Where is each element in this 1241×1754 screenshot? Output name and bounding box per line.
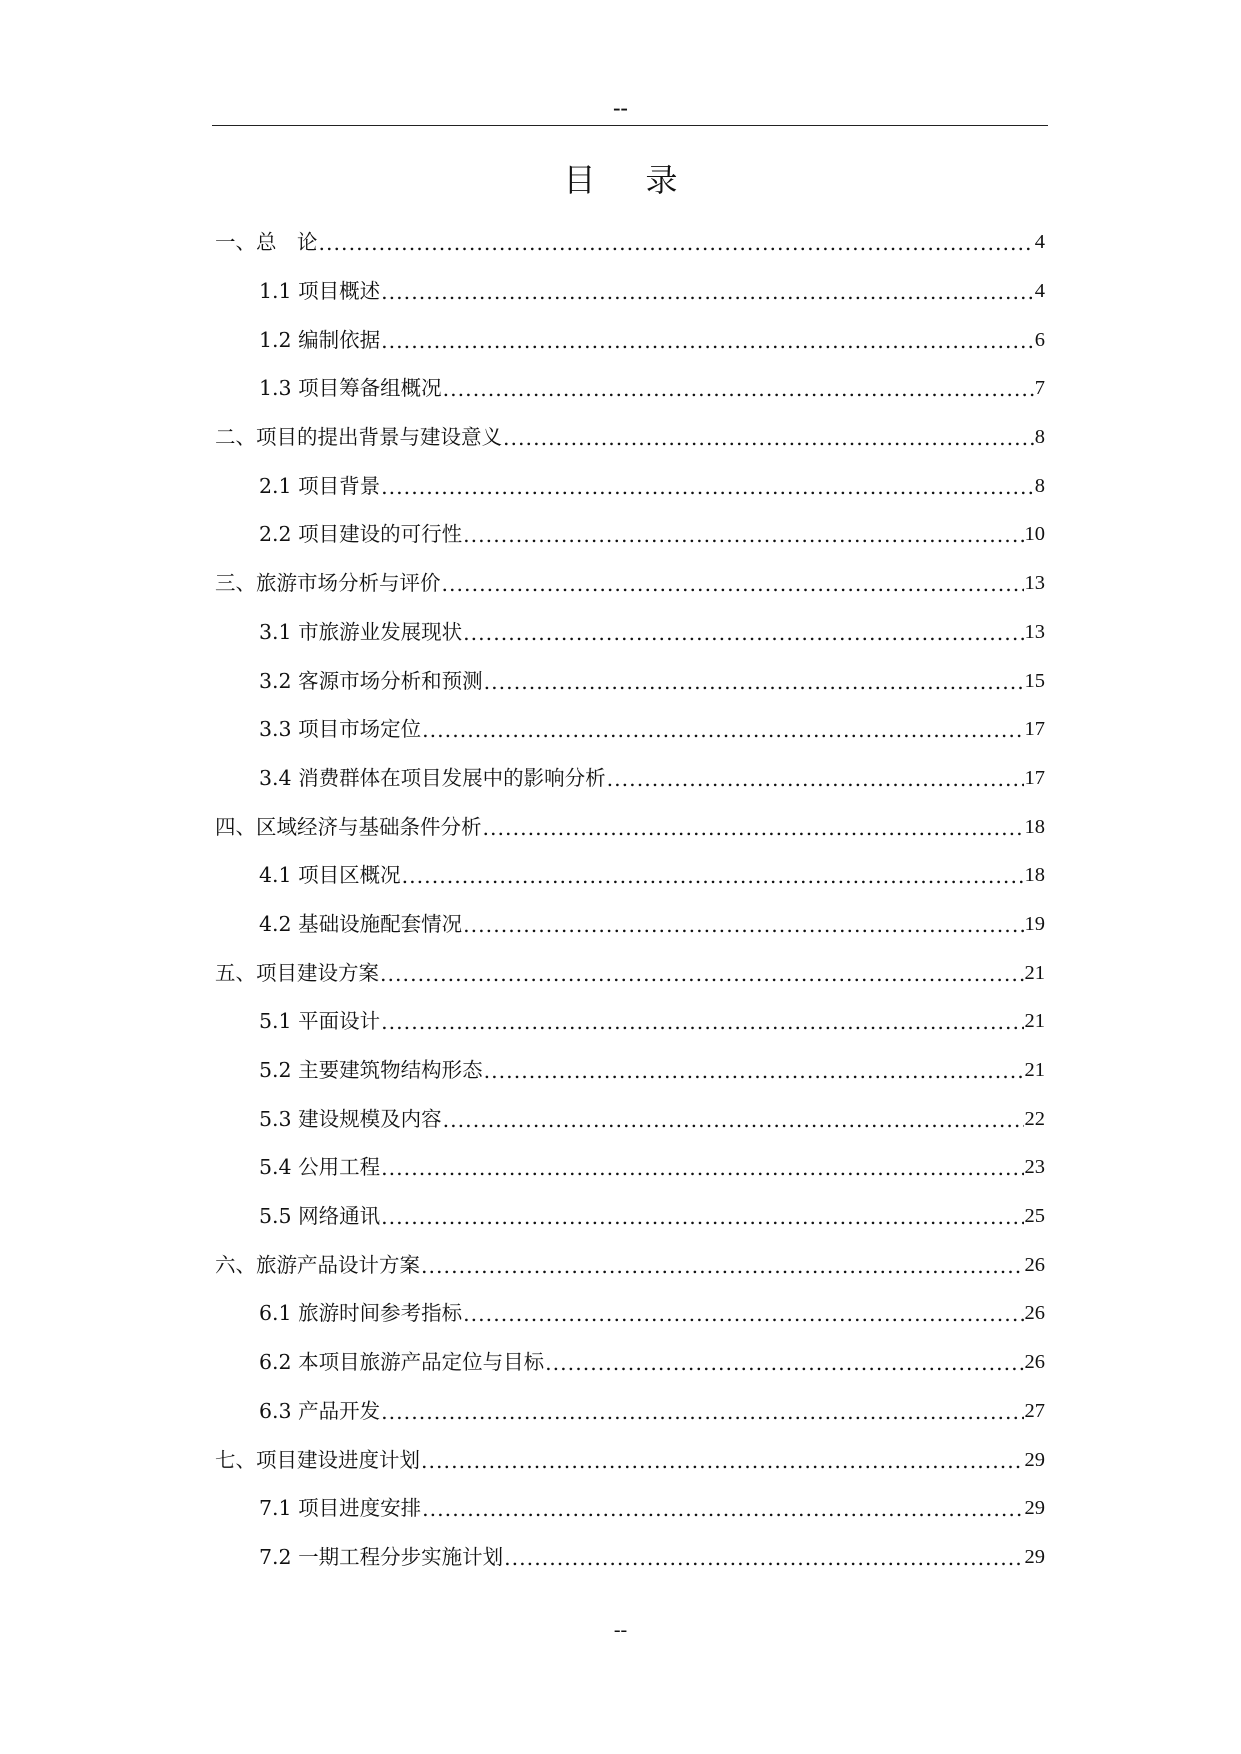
toc-entry-label: 七、项目建设进度计划 (215, 1447, 420, 1472)
toc-dot-leader (421, 1448, 1024, 1474)
toc-entry-page-number: 29 (1024, 1448, 1045, 1471)
toc-entry-label: 4.2 基础设施配套情况 (259, 911, 463, 936)
toc-entry-page-number: 26 (1024, 1253, 1045, 1276)
toc-entry-page-number: 21 (1024, 1059, 1045, 1082)
toc-entry-label: 5.3 建设规模及内容 (259, 1106, 442, 1131)
toc-entry-page-number: 19 (1024, 912, 1045, 935)
toc-subsection-entry[interactable] (215, 1046, 1045, 1095)
toc-subsection-entry[interactable] (215, 1533, 1045, 1582)
toc-subsection-entry[interactable] (215, 754, 1045, 803)
toc-title: 目录 (563, 161, 728, 199)
toc-dot-leader (381, 328, 1034, 354)
toc-entry-label: 7.1 项目进度安排 (259, 1496, 422, 1521)
toc-entry-label: 1.1 项目概述 (259, 279, 381, 304)
toc-dot-leader (463, 620, 1023, 646)
toc-entry-label: 二、项目的提出背景与建设意义 (215, 425, 502, 450)
toc-entry-label: 5.4 公用工程 (259, 1155, 381, 1180)
toc-entry-label: 3.4 消费群体在项目发展中的影响分析 (259, 765, 606, 790)
toc-dot-leader (381, 474, 1034, 500)
toc-dot-leader (381, 279, 1034, 305)
toc-subsection-entry[interactable] (215, 364, 1045, 413)
toc-subsection-entry[interactable] (215, 656, 1045, 705)
toc-entry-label: 7.2 一期工程分步实施计划 (259, 1544, 504, 1569)
toc-subsection-entry[interactable] (215, 608, 1045, 657)
toc-entry-label: 三、旅游市场分析与评价 (215, 571, 441, 596)
toc-entry-page-number: 18 (1024, 815, 1045, 838)
toc-subsection-entry[interactable] (215, 1192, 1045, 1241)
toc-dot-leader (381, 1009, 1023, 1035)
toc-subsection-entry[interactable] (215, 851, 1045, 900)
toc-entry-page-number: 29 (1024, 1497, 1045, 1520)
toc-entry-page-number: 23 (1024, 1156, 1045, 1179)
toc-entry-page-number: 8 (1034, 426, 1045, 449)
toc-dot-leader (422, 1496, 1023, 1522)
toc-chapter-entry[interactable] (215, 802, 1045, 851)
toc-dot-leader (484, 1058, 1024, 1084)
toc-entry-page-number: 4 (1034, 280, 1045, 303)
toc-entry-label: 3.3 项目市场定位 (259, 717, 422, 742)
toc-dot-leader (545, 1350, 1023, 1376)
toc-dot-leader (483, 815, 1024, 841)
toc-dot-leader (422, 717, 1023, 743)
toc-dot-leader (421, 1253, 1024, 1279)
toc-entry-label: 1.2 编制依据 (259, 327, 381, 352)
toc-subsection-entry[interactable] (215, 1338, 1045, 1387)
toc-subsection-entry[interactable] (215, 461, 1045, 510)
toc-dot-leader (381, 1155, 1023, 1181)
toc-entry-label: 3.2 客源市场分析和预测 (259, 668, 483, 693)
toc-entry-label: 四、区域经济与基础条件分析 (215, 814, 482, 839)
toc-entry-label: 六、旅游产品设计方案 (215, 1252, 420, 1277)
toc-dot-leader (607, 766, 1024, 792)
toc-chapter-entry[interactable] (215, 1435, 1045, 1484)
toc-entry-label: 6.3 产品开发 (259, 1398, 381, 1423)
toc-entry-label: 3.1 市旅游业发展现状 (259, 619, 463, 644)
toc-dot-leader (463, 912, 1023, 938)
toc-entry-label: 5.2 主要建筑物结构形态 (259, 1058, 483, 1083)
toc-entry-page-number: 17 (1024, 766, 1045, 789)
toc-chapter-entry[interactable] (215, 559, 1045, 608)
table-of-contents (215, 218, 1045, 1581)
page-header-mark: -- (613, 95, 628, 120)
toc-entry-label: 2.1 项目背景 (259, 473, 381, 498)
toc-entry-page-number: 26 (1024, 1351, 1045, 1374)
toc-entry-page-number: 8 (1034, 474, 1045, 497)
toc-subsection-entry[interactable] (215, 1143, 1045, 1192)
toc-entry-label: 五、项目建设方案 (215, 960, 379, 985)
toc-entry-label: 6.1 旅游时间参考指标 (259, 1301, 463, 1326)
toc-subsection-entry[interactable] (215, 267, 1045, 316)
toc-entry-page-number: 13 (1024, 620, 1045, 643)
toc-entry-page-number: 29 (1024, 1545, 1045, 1568)
toc-chapter-entry[interactable] (215, 413, 1045, 462)
toc-dot-leader (381, 1204, 1023, 1230)
toc-entry-page-number: 13 (1024, 572, 1045, 595)
toc-entry-page-number: 18 (1024, 864, 1045, 887)
toc-subsection-entry[interactable] (215, 705, 1045, 754)
toc-subsection-entry[interactable] (215, 997, 1045, 1046)
toc-entry-label: 5.1 平面设计 (259, 1009, 381, 1034)
toc-dot-leader (463, 522, 1023, 548)
toc-subsection-entry[interactable] (215, 1094, 1045, 1143)
toc-entry-page-number: 27 (1024, 1399, 1045, 1422)
toc-entry-label: 一、总 论 (215, 230, 318, 255)
toc-subsection-entry[interactable] (215, 1387, 1045, 1436)
toc-subsection-entry[interactable] (215, 900, 1045, 949)
toc-entry-page-number: 26 (1024, 1302, 1045, 1325)
header-divider (212, 125, 1048, 126)
toc-subsection-entry[interactable] (215, 1484, 1045, 1533)
toc-entry-page-number: 4 (1034, 231, 1045, 254)
toc-entry-label: 1.3 项目筹备组概况 (259, 376, 442, 401)
toc-entry-page-number: 10 (1024, 523, 1045, 546)
toc-dot-leader (381, 1399, 1023, 1425)
toc-subsection-entry[interactable] (215, 315, 1045, 364)
toc-entry-page-number: 7 (1034, 377, 1045, 400)
toc-dot-leader (463, 1301, 1023, 1327)
toc-dot-leader (380, 961, 1024, 987)
toc-chapter-entry[interactable] (215, 1240, 1045, 1289)
toc-dot-leader (443, 376, 1034, 402)
toc-dot-leader (443, 1107, 1024, 1133)
toc-entry-page-number: 17 (1024, 718, 1045, 741)
toc-dot-leader (442, 571, 1024, 597)
toc-dot-leader (484, 669, 1024, 695)
toc-chapter-entry[interactable] (215, 218, 1045, 267)
toc-subsection-entry[interactable] (215, 510, 1045, 559)
toc-entry-page-number: 21 (1024, 961, 1045, 984)
toc-entry-page-number: 21 (1024, 1010, 1045, 1033)
toc-dot-leader (504, 1545, 1023, 1571)
toc-entry-page-number: 22 (1024, 1107, 1045, 1130)
toc-dot-leader (503, 425, 1034, 451)
toc-entry-label: 2.2 项目建设的可行性 (259, 522, 463, 547)
toc-dot-leader (402, 863, 1024, 889)
toc-subsection-entry[interactable] (215, 1289, 1045, 1338)
toc-entry-label: 5.5 网络通讯 (259, 1204, 381, 1229)
toc-entry-page-number: 15 (1024, 669, 1045, 692)
page-footer-mark: -- (613, 1619, 628, 1641)
toc-entry-label: 6.2 本项目旅游产品定位与目标 (259, 1350, 545, 1375)
toc-entry-page-number: 6 (1034, 328, 1045, 351)
toc-dot-leader (319, 230, 1034, 256)
toc-chapter-entry[interactable] (215, 948, 1045, 997)
toc-entry-page-number: 25 (1024, 1205, 1045, 1228)
toc-entry-label: 4.1 项目区概况 (259, 863, 401, 888)
